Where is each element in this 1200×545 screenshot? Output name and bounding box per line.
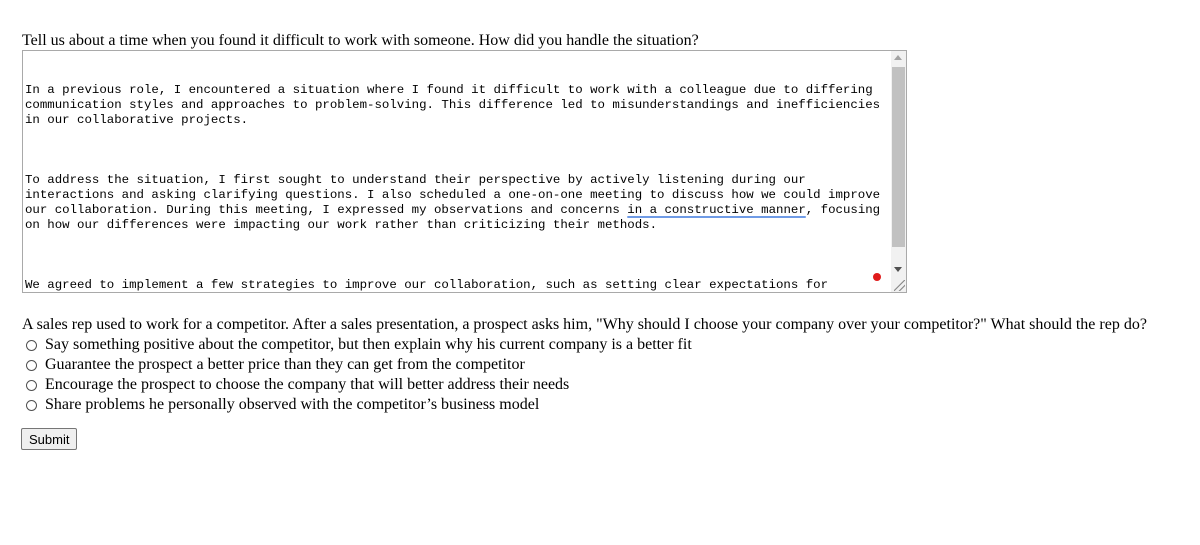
option-label: Encourage the prospect to choose the company that will better address their needs (45, 376, 570, 393)
question-2-label: A sales rep used to work for a competitor. After a sales presentation, a prospect asks him, "Why should I choose your company over your competitor?" What should the rep do? (22, 316, 1147, 333)
radio-button[interactable] (26, 340, 37, 351)
option-2[interactable] (26, 355, 692, 375)
answer-paragraph-3: We agreed to implement a few strategies to improve our collaboration, such as setting clear expectations for (25, 278, 829, 292)
answer-options (26, 335, 692, 415)
resize-grip-icon[interactable] (894, 280, 905, 291)
question-1-label: Tell us about a time when you found it difficult to work with someone. How did you handle the situation? (22, 32, 699, 49)
scrollbar-thumb[interactable] (892, 67, 905, 247)
textarea-scrollbar[interactable] (891, 51, 906, 292)
grammar-indicator-dot-icon[interactable] (873, 273, 881, 281)
option-1[interactable] (26, 335, 692, 355)
grammar-suggestion-underline[interactable]: in a constructive manner (627, 203, 806, 217)
option-3[interactable] (26, 375, 692, 395)
answer-paragraph-1: In a previous role, I encountered a situation where I found it difficult to work with a colleague due to differing communication styles and approaches to problem-solving. This difference led to misunderstandings and inefficiencies in our collaborative projects. (25, 83, 888, 127)
answer-text[interactable] (25, 53, 887, 293)
answer-paragraph-2: To address the situation, I first sought to understand their perspective by actively listening during our interactions and asking clarifying questions. I also scheduled a one-on-one meeting to discuss how we could improve our collaboration. During this meeting, I expressed my observations and concerns in a constructive manner, focusing on how our differences were impacting our work rather than criticizing their methods. (25, 173, 888, 232)
radio-button[interactable] (26, 400, 37, 411)
scroll-down-arrow-icon[interactable] (894, 267, 902, 272)
answer-textarea[interactable] (22, 50, 907, 293)
option-label: Guarantee the prospect a better price than they can get from the competitor (45, 356, 525, 373)
option-4[interactable] (26, 395, 692, 415)
radio-button[interactable] (26, 380, 37, 391)
scroll-up-arrow-icon[interactable] (894, 55, 902, 60)
submit-button[interactable]: Submit (21, 428, 77, 450)
option-label: Say something positive about the competitor, but then explain why his current company is a better fit (45, 336, 692, 353)
option-label: Share problems he personally observed with the competitor’s business model (45, 396, 540, 413)
radio-button[interactable] (26, 360, 37, 371)
